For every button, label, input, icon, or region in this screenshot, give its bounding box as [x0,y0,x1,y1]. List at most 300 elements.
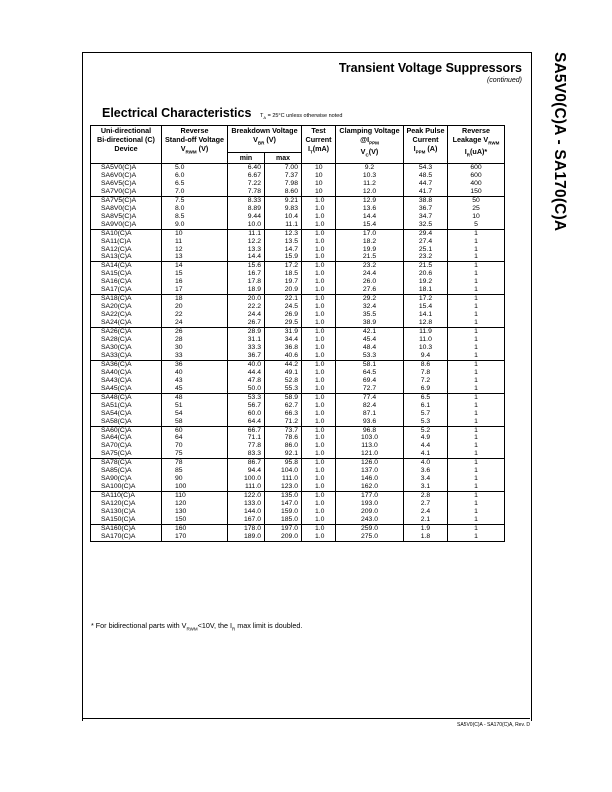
cell-breakdown-min: 13.3 [228,246,265,254]
cell-test-current: 1.0 [302,319,336,327]
cell-breakdown-max: 19.7 [265,278,302,286]
cell-standoff-voltage: 70 [162,442,228,450]
cell-breakdown-max: 62.7 [265,402,302,410]
cell-test-current: 10 [302,164,336,172]
cell-test-current: 1.0 [302,459,336,467]
cell-reverse-leakage: 1 [448,467,505,475]
cell-breakdown-max: 7.00 [265,164,302,172]
table-row [91,188,505,196]
cell-device: SA9V0(C)A [91,221,162,229]
cell-reverse-leakage: 1 [448,253,505,261]
cell-test-current: 1.0 [302,221,336,229]
cell-reverse-leakage: 1 [448,319,505,327]
cell-standoff-voltage: 51 [162,402,228,410]
cell-clamping-voltage: 12.9 [336,196,404,204]
table-row [91,295,505,303]
cell-reverse-leakage: 1 [448,483,505,491]
table-row [91,164,505,172]
cell-peak-pulse-current: 12.8 [404,319,448,327]
cell-breakdown-min: 144.0 [228,508,265,516]
table-row [91,516,505,524]
cell-test-current: 1.0 [302,533,336,541]
cell-device: SA120(C)A [91,500,162,508]
cell-device: SA10(C)A [91,229,162,237]
cell-device: SA48(C)A [91,393,162,401]
cell-breakdown-max: 55.3 [265,385,302,393]
cell-test-current: 1.0 [302,385,336,393]
cell-peak-pulse-current: 11.9 [404,328,448,336]
cell-test-current: 1.0 [302,344,336,352]
cell-standoff-voltage: 120 [162,500,228,508]
table-row [91,172,505,180]
cell-device: SA51(C)A [91,402,162,410]
table-row [91,467,505,475]
cell-breakdown-max: 11.1 [265,221,302,229]
cell-clamping-voltage: 27.6 [336,286,404,294]
header-clamping-voltage: Clamping Voltage $@I_{PPM}$ $V_C(V)$ [336,126,404,164]
cell-test-current: 1.0 [302,410,336,418]
cell-standoff-voltage: 64 [162,434,228,442]
cell-device: SA6V5(C)A [91,180,162,188]
cell-peak-pulse-current: 2.1 [404,516,448,524]
cell-clamping-voltage: 72.7 [336,385,404,393]
table-row [91,483,505,491]
cell-device: SA130(C)A [91,508,162,516]
table-row [91,303,505,311]
cell-peak-pulse-current: 41.7 [404,188,448,196]
cell-breakdown-max: 209.0 [265,533,302,541]
cell-breakdown-max: 13.5 [265,238,302,246]
cell-reverse-leakage: 1 [448,492,505,500]
cell-breakdown-min: 77.8 [228,442,265,450]
cell-clamping-voltage: 259.0 [336,524,404,532]
cell-standoff-voltage: 11 [162,238,228,246]
cell-device: SA150(C)A [91,516,162,524]
cell-breakdown-min: 8.89 [228,205,265,213]
cell-clamping-voltage: 45.4 [336,336,404,344]
cell-reverse-leakage: 400 [448,180,505,188]
cell-breakdown-min: 60.0 [228,410,265,418]
cell-clamping-voltage: 82.4 [336,402,404,410]
cell-test-current: 1.0 [302,303,336,311]
cell-standoff-voltage: 7.5 [162,196,228,204]
cell-test-current: 1.0 [302,500,336,508]
cell-standoff-voltage: 33 [162,352,228,360]
table-row [91,262,505,270]
cell-device: SA75(C)A [91,450,162,458]
cell-breakdown-min: 66.7 [228,426,265,434]
cell-clamping-voltage: 32.4 [336,303,404,311]
cell-breakdown-min: 11.1 [228,229,265,237]
cell-breakdown-min: 26.7 [228,319,265,327]
cell-test-current: 1.0 [302,418,336,426]
cell-peak-pulse-current: 18.1 [404,286,448,294]
cell-breakdown-min: 50.0 [228,385,265,393]
cell-standoff-voltage: 30 [162,344,228,352]
cell-device: SA14(C)A [91,262,162,270]
table-row [91,426,505,434]
cell-breakdown-min: 7.78 [228,188,265,196]
table-row [91,360,505,368]
cell-clamping-voltage: 19.9 [336,246,404,254]
cell-breakdown-min: 7.22 [228,180,265,188]
cell-test-current: 1.0 [302,402,336,410]
cell-peak-pulse-current: 29.4 [404,229,448,237]
cell-peak-pulse-current: 5.7 [404,410,448,418]
table-row [91,180,505,188]
cell-standoff-voltage: 36 [162,360,228,368]
cell-peak-pulse-current: 5.3 [404,418,448,426]
cell-breakdown-min: 86.7 [228,459,265,467]
cell-test-current: 1.0 [302,229,336,237]
cell-peak-pulse-current: 19.2 [404,278,448,286]
cell-breakdown-min: 40.0 [228,360,265,368]
cell-breakdown-max: 34.4 [265,336,302,344]
table-row [91,524,505,532]
cell-standoff-voltage: 75 [162,450,228,458]
cell-reverse-leakage: 10 [448,213,505,221]
cell-peak-pulse-current: 3.4 [404,475,448,483]
cell-standoff-voltage: 18 [162,295,228,303]
cell-breakdown-min: 10.0 [228,221,265,229]
cell-breakdown-max: 10.4 [265,213,302,221]
cell-reverse-leakage: 1 [448,360,505,368]
cell-test-current: 1.0 [302,336,336,344]
electrical-characteristics-table [90,125,505,542]
cell-device: SA100(C)A [91,483,162,491]
cell-reverse-leakage: 1 [448,385,505,393]
cell-reverse-leakage: 1 [448,328,505,336]
cell-standoff-voltage: 28 [162,336,228,344]
cell-peak-pulse-current: 4.4 [404,442,448,450]
cell-clamping-voltage: 77.4 [336,393,404,401]
table-row [91,500,505,508]
cell-breakdown-max: 29.5 [265,319,302,327]
cell-test-current: 1.0 [302,238,336,246]
cell-clamping-voltage: 35.5 [336,311,404,319]
cell-reverse-leakage: 1 [448,434,505,442]
cell-device: SA54(C)A [91,410,162,418]
cell-device: SA7V5(C)A [91,196,162,204]
cell-peak-pulse-current: 14.1 [404,311,448,319]
table-row [91,246,505,254]
cell-peak-pulse-current: 6.1 [404,402,448,410]
cell-standoff-voltage: 15 [162,270,228,278]
cell-breakdown-max: 26.9 [265,311,302,319]
cell-test-current: 1.0 [302,450,336,458]
cell-test-current: 1.0 [302,524,336,532]
cell-reverse-leakage: 600 [448,172,505,180]
cell-breakdown-max: 9.83 [265,205,302,213]
table-row [91,196,505,204]
cell-breakdown-min: 94.4 [228,467,265,475]
cell-breakdown-max: 135.0 [265,492,302,500]
cell-clamping-voltage: 243.0 [336,516,404,524]
cell-peak-pulse-current: 4.1 [404,450,448,458]
cell-breakdown-min: 47.8 [228,377,265,385]
cell-breakdown-max: 49.1 [265,369,302,377]
cell-test-current: 1.0 [302,516,336,524]
cell-standoff-voltage: 54 [162,410,228,418]
cell-reverse-leakage: 150 [448,188,505,196]
cell-device: SA85(C)A [91,467,162,475]
document-title: Transient Voltage Suppressors [338,61,522,75]
page-frame-bottom [82,718,530,719]
table-row [91,508,505,516]
cell-peak-pulse-current: 7.2 [404,377,448,385]
cell-reverse-leakage: 5 [448,221,505,229]
cell-test-current: 1.0 [302,393,336,401]
cell-clamping-voltage: 87.1 [336,410,404,418]
cell-device: SA24(C)A [91,319,162,327]
cell-breakdown-min: 33.3 [228,344,265,352]
cell-peak-pulse-current: 36.7 [404,205,448,213]
cell-clamping-voltage: 121.0 [336,450,404,458]
cell-test-current: 1.0 [302,196,336,204]
table-row [91,385,505,393]
cell-test-current: 1.0 [302,442,336,450]
cell-peak-pulse-current: 1.9 [404,524,448,532]
cell-peak-pulse-current: 11.0 [404,336,448,344]
cell-breakdown-max: 8.60 [265,188,302,196]
cell-test-current: 1.0 [302,213,336,221]
table-row [91,213,505,221]
cell-breakdown-min: 178.0 [228,524,265,532]
cell-reverse-leakage: 1 [448,410,505,418]
cell-breakdown-min: 71.1 [228,434,265,442]
cell-test-current: 1.0 [302,377,336,385]
table-row [91,319,505,327]
cell-peak-pulse-current: 7.8 [404,369,448,377]
cell-breakdown-min: 133.0 [228,500,265,508]
cell-device: SA6V0(C)A [91,172,162,180]
cell-breakdown-max: 12.3 [265,229,302,237]
cell-device: SA15(C)A [91,270,162,278]
cell-breakdown-max: 159.0 [265,508,302,516]
cell-clamping-voltage: 18.2 [336,238,404,246]
side-title [546,52,574,302]
cell-device: SA12(C)A [91,246,162,254]
cell-reverse-leakage: 1 [448,311,505,319]
cell-standoff-voltage: 9.0 [162,221,228,229]
cell-clamping-voltage: 64.5 [336,369,404,377]
cell-reverse-leakage: 25 [448,205,505,213]
cell-test-current: 1.0 [302,311,336,319]
cell-device: SA60(C)A [91,426,162,434]
cell-reverse-leakage: 1 [448,336,505,344]
cell-peak-pulse-current: 4.9 [404,434,448,442]
cell-device: SA20(C)A [91,303,162,311]
cell-test-current: 1.0 [302,467,336,475]
cell-test-current: 1.0 [302,508,336,516]
cell-standoff-voltage: 170 [162,533,228,541]
cell-test-current: 1.0 [302,286,336,294]
cell-breakdown-min: 44.4 [228,369,265,377]
cell-test-current: 1.0 [302,205,336,213]
cell-peak-pulse-current: 5.2 [404,426,448,434]
cell-clamping-voltage: 23.2 [336,262,404,270]
cell-breakdown-min: 122.0 [228,492,265,500]
cell-peak-pulse-current: 9.4 [404,352,448,360]
cell-reverse-leakage: 1 [448,475,505,483]
section-title: Electrical Characteristics [102,106,252,120]
cell-test-current: 10 [302,188,336,196]
cell-clamping-voltage: 12.0 [336,188,404,196]
cell-clamping-voltage: 162.0 [336,483,404,491]
cell-reverse-leakage: 1 [448,262,505,270]
cell-breakdown-min: 9.44 [228,213,265,221]
cell-breakdown-max: 40.6 [265,352,302,360]
cell-standoff-voltage: 48 [162,393,228,401]
cell-peak-pulse-current: 17.2 [404,295,448,303]
cell-reverse-leakage: 600 [448,164,505,172]
cell-breakdown-min: 36.7 [228,352,265,360]
cell-test-current: 1.0 [302,360,336,368]
cell-standoff-voltage: 130 [162,508,228,516]
cell-standoff-voltage: 45 [162,385,228,393]
cell-breakdown-min: 16.7 [228,270,265,278]
cell-device: SA170(C)A [91,533,162,541]
cell-standoff-voltage: 26 [162,328,228,336]
cell-device: SA78(C)A [91,459,162,467]
cell-breakdown-max: 20.9 [265,286,302,294]
cell-test-current: 1.0 [302,278,336,286]
table-row [91,418,505,426]
section-note: $T_A = 25^\circ C$ unless otherwise noted [260,113,343,121]
cell-breakdown-min: 111.0 [228,483,265,491]
cell-peak-pulse-current: 2.4 [404,508,448,516]
header-test-current: Test Current $I_T(mA)$ [302,126,336,164]
cell-reverse-leakage: 1 [448,286,505,294]
cell-peak-pulse-current: 6.9 [404,385,448,393]
cell-standoff-voltage: 6.0 [162,172,228,180]
table-row [91,270,505,278]
cell-breakdown-min: 56.7 [228,402,265,410]
cell-standoff-voltage: 16 [162,278,228,286]
cell-breakdown-max: 14.7 [265,246,302,254]
cell-peak-pulse-current: 15.4 [404,303,448,311]
cell-test-current: 10 [302,172,336,180]
cell-device: SA90(C)A [91,475,162,483]
cell-standoff-voltage: 78 [162,459,228,467]
cell-device: SA64(C)A [91,434,162,442]
cell-peak-pulse-current: 20.6 [404,270,448,278]
cell-test-current: 1.0 [302,483,336,491]
cell-test-current: 10 [302,180,336,188]
cell-reverse-leakage: 1 [448,278,505,286]
cell-standoff-voltage: 24 [162,319,228,327]
cell-breakdown-min: 12.2 [228,238,265,246]
table-row [91,402,505,410]
cell-standoff-voltage: 40 [162,369,228,377]
table-row [91,442,505,450]
cell-peak-pulse-current: 38.8 [404,196,448,204]
table-row [91,344,505,352]
table-row [91,393,505,401]
cell-peak-pulse-current: 3.6 [404,467,448,475]
cell-reverse-leakage: 1 [448,402,505,410]
cell-standoff-voltage: 90 [162,475,228,483]
cell-breakdown-max: 71.2 [265,418,302,426]
table-row [91,238,505,246]
cell-device: SA70(C)A [91,442,162,450]
cell-device: SA8V5(C)A [91,213,162,221]
cell-peak-pulse-current: 4.0 [404,459,448,467]
cell-clamping-voltage: 21.5 [336,253,404,261]
table-row [91,352,505,360]
cell-standoff-voltage: 14 [162,262,228,270]
cell-clamping-voltage: 137.0 [336,467,404,475]
cell-clamping-voltage: 14.4 [336,213,404,221]
cell-breakdown-max: 147.0 [265,500,302,508]
cell-clamping-voltage: 53.3 [336,352,404,360]
cell-breakdown-max: 104.0 [265,467,302,475]
cell-peak-pulse-current: 8.6 [404,360,448,368]
cell-breakdown-max: 58.9 [265,393,302,401]
header-breakdown-min: min [228,153,265,164]
cell-breakdown-min: 28.9 [228,328,265,336]
cell-clamping-voltage: 126.0 [336,459,404,467]
cell-reverse-leakage: 1 [448,344,505,352]
cell-device: SA16(C)A [91,278,162,286]
cell-device: SA30(C)A [91,344,162,352]
cell-device: SA18(C)A [91,295,162,303]
cell-clamping-voltage: 13.6 [336,205,404,213]
table-row [91,253,505,261]
cell-standoff-voltage: 7.0 [162,188,228,196]
cell-breakdown-max: 44.2 [265,360,302,368]
cell-test-current: 1.0 [302,492,336,500]
cell-reverse-leakage: 1 [448,393,505,401]
cell-test-current: 1.0 [302,270,336,278]
cell-device: SA26(C)A [91,328,162,336]
cell-standoff-voltage: 85 [162,467,228,475]
cell-clamping-voltage: 17.0 [336,229,404,237]
cell-breakdown-max: 31.9 [265,328,302,336]
cell-device: SA40(C)A [91,369,162,377]
cell-device: SA5V0(C)A [91,164,162,172]
cell-breakdown-max: 15.9 [265,253,302,261]
cell-breakdown-min: 15.6 [228,262,265,270]
cell-standoff-voltage: 150 [162,516,228,524]
cell-reverse-leakage: 1 [448,516,505,524]
cell-device: SA58(C)A [91,418,162,426]
cell-breakdown-max: 66.3 [265,410,302,418]
cell-standoff-voltage: 8.0 [162,205,228,213]
cell-clamping-voltage: 275.0 [336,533,404,541]
cell-standoff-voltage: 17 [162,286,228,294]
cell-breakdown-min: 53.3 [228,393,265,401]
cell-breakdown-max: 111.0 [265,475,302,483]
cell-breakdown-max: 22.1 [265,295,302,303]
cell-clamping-voltage: 26.0 [336,278,404,286]
cell-test-current: 1.0 [302,328,336,336]
cell-standoff-voltage: 22 [162,311,228,319]
cell-breakdown-min: 100.0 [228,475,265,483]
cell-clamping-voltage: 42.1 [336,328,404,336]
cell-breakdown-min: 20.0 [228,295,265,303]
cell-standoff-voltage: 160 [162,524,228,532]
cell-breakdown-max: 92.1 [265,450,302,458]
cell-test-current: 1.0 [302,369,336,377]
cell-clamping-voltage: 58.1 [336,360,404,368]
cell-standoff-voltage: 100 [162,483,228,491]
table-row [91,459,505,467]
table-row [91,492,505,500]
cell-device: SA43(C)A [91,377,162,385]
cell-standoff-voltage: 110 [162,492,228,500]
cell-test-current: 1.0 [302,253,336,261]
